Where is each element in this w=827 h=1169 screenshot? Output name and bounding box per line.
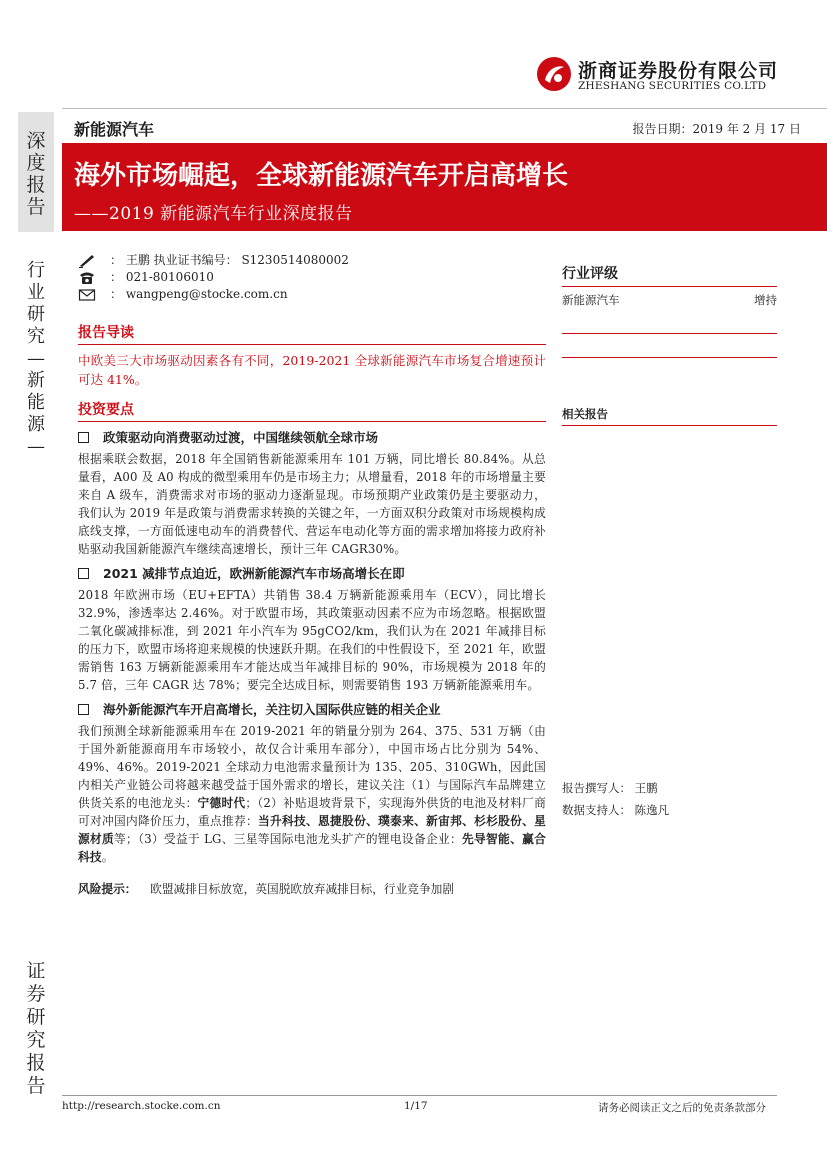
- company-name-cn: 浙商证券股份有限公司: [578, 60, 779, 82]
- point-2-body: 2018 年欧洲市场（EU+EFTA）共销售 38.4 万辆新能源乘用车（ECV），同比增长 32.9%，渗透率达 2.46%。对于欧盟市场，其政策驱动因素不应为市场忽略。根据欧盟二氧化碳减排标准，到 2021 年小汽车为 95gCO2/km，我们认为在 2021 年减排目标的压力下，欧盟市场将迎来规模的快速跃升期。在我们的中性假设下，至 2021 年，欧盟需销售 163 万辆新能源乘用车才能达成当年减排目标的 90%，市场规模为 2018 年的 5.7 倍，三年 CAGR 达 78%；要完全达成目标，则需要销售 193 万辆新能源乘用车。: [78, 588, 546, 692]
- body-text: ；（2）补贴退坡背景下，实现海外供货的电池及材料厂商可对冲国内降价压力，重点推荐：: [78, 796, 546, 828]
- tag-char: 能: [27, 392, 45, 413]
- tag-char: 证: [26, 960, 46, 982]
- author-email[interactable]: ： wangpeng@stocke.com.cn: [110, 287, 288, 301]
- point-title-text: 2021 减排节点迫近，欧洲新能源汽车市场高增长在即: [103, 566, 405, 581]
- company-logo: [536, 52, 779, 100]
- intro-text: 中欧美三大市场驱动因素各有不同，2019-2021 全球新能源汽车市场复合增速预计可达 41%。: [78, 353, 546, 387]
- footer-divider: [62, 1095, 777, 1096]
- tag-char: 报: [26, 1052, 46, 1074]
- tag-char: 告: [26, 196, 46, 218]
- rating-divider: [562, 357, 777, 358]
- author-name-row: [78, 252, 349, 269]
- intro-heading: 报告导读: [78, 322, 546, 345]
- company-name-en: ZHESHANG SECURITIES CO.LTD: [578, 80, 767, 92]
- related-reports-heading: 相关报告: [562, 406, 777, 426]
- tag-char: 究: [26, 1029, 46, 1051]
- tag-char: 新: [27, 370, 45, 391]
- mail-icon: [78, 288, 96, 302]
- checkbox-bullet-icon: [78, 432, 89, 443]
- recommended-company: 当升科技、恩捷股份、璞泰来、新宙邦、杉杉股份、星源材质: [78, 814, 546, 846]
- risk-label: 风险提示：: [78, 882, 137, 896]
- tag-char: 告: [26, 1075, 46, 1097]
- point-title-text: 政策驱动向消费驱动过渡，中国继续领航全球市场: [103, 430, 379, 445]
- report-title: 海外市场崛起，全球新能源汽车开启高增长: [74, 161, 569, 191]
- title-banner: [62, 143, 827, 231]
- rating-value: 增持: [754, 293, 777, 307]
- report-writer: 报告撰写人： 王鹏: [562, 781, 658, 795]
- point-3-title: [78, 700, 546, 718]
- securities-report-tag: [18, 960, 54, 1098]
- category-row: [62, 108, 827, 143]
- recommended-company: 先导智能、赢合科技: [78, 832, 546, 864]
- point-title-text: 海外新能源汽车开启高增长，关注切入国际供应链的相关企业: [103, 702, 441, 717]
- point-2-title: [78, 564, 546, 582]
- rating-divider: [562, 333, 777, 334]
- author-info: [78, 252, 349, 303]
- phone-icon: [78, 271, 96, 285]
- tag-char: 度: [26, 152, 46, 174]
- tag-char: 报: [26, 174, 46, 196]
- body-text: 我们预测全球新能源乘用车在 2019-2021 年的销量分别为 264、375、531 万辆（由于国外新能源商用车市场较小，故仅合计乘用车部分），中国市场占比分别为 54%、49%、46%。2019-2021 全球动力电池需求量预计为 135、205、310GWh，因此国内相关产业链公司将越来越受益于国外需求的增长，建议关注（1）与国际汽车品牌建立供货关系的电池龙头：: [78, 724, 546, 810]
- point-1-title: [78, 428, 546, 446]
- research-area-tag: [18, 260, 54, 458]
- body-text: 。: [101, 850, 114, 864]
- rating-heading: 行业评级: [562, 263, 777, 287]
- page-number: 1/17: [404, 1100, 428, 1112]
- pen-icon: [78, 254, 96, 268]
- author-phone: ： 021-80106010: [110, 270, 214, 284]
- recommended-company: 宁德时代: [197, 796, 246, 810]
- checkbox-bullet-icon: [78, 704, 89, 715]
- tag-char: 研: [27, 304, 45, 325]
- disclaimer-note: 请务必阅读正文之后的免责条款部分: [598, 1102, 766, 1114]
- tag-char: 业: [27, 282, 45, 303]
- checkbox-bullet-icon: [78, 568, 89, 579]
- author-name: ： 王鹏 执业证书编号： S1230514080002: [110, 253, 349, 267]
- point-1-body: 根据乘联会数据，2018 年全国销售新能源乘用车 101 万辆，同比增长 80.84%。从总量看，A00 及 A0 构成的微型乘用车仍是市场主力；从增量看，2018 年的市场增量主要来自 A 级车，消费需求对市场的驱动力逐渐显现。市场预期产业政策仍是主要驱动力，我们认为 2019 年是政策与消费需求转换的关键之年，一方面双积分政策对市场规模构成底线支撑，一方面低速电动车的消费替代、营运车电动化等方面的需求增加将接力政府补贴驱动我国新能源汽车继续高速增长，预计三年 CAGR30%。: [78, 452, 546, 556]
- tag-char: 深: [26, 130, 46, 152]
- category-label: 新能源汽车: [74, 120, 155, 139]
- tag-char: 行: [27, 260, 45, 281]
- author-email-row: [78, 286, 349, 303]
- tag-char: 源: [27, 414, 45, 435]
- tag-char: 研: [26, 1006, 46, 1028]
- report-subtitle: ——2019 新能源汽车行业深度报告: [74, 204, 353, 224]
- data-supporter: 数据支持人： 陈逸凡: [562, 803, 670, 817]
- report-date: 报告日期：2019 年 2 月 17 日: [632, 122, 801, 136]
- rating-industry: 新能源汽车: [562, 293, 620, 307]
- body-text: 等；（3）受益于 LG、三星等国际电池龙头扩产的锂电设备企业：: [114, 832, 463, 846]
- risk-text: 欧盟减排目标放宽，英国脱欧放弃减排目标，行业竞争加剧: [150, 882, 455, 896]
- footer-url[interactable]: http://research.stocke.com.cn: [62, 1100, 221, 1112]
- company-logo-icon: [536, 56, 572, 92]
- report-type-tag: [18, 112, 54, 232]
- rating-row: [562, 292, 777, 308]
- invest-heading: 投资要点: [78, 399, 546, 422]
- tag-char: —: [27, 348, 45, 369]
- tag-char: —: [27, 436, 45, 457]
- tag-char: 究: [27, 326, 45, 347]
- main-content: [78, 322, 546, 898]
- author-phone-row: [78, 269, 349, 286]
- point-3-body: [78, 722, 546, 866]
- risk-warning: [78, 880, 546, 898]
- tag-char: 券: [26, 983, 46, 1005]
